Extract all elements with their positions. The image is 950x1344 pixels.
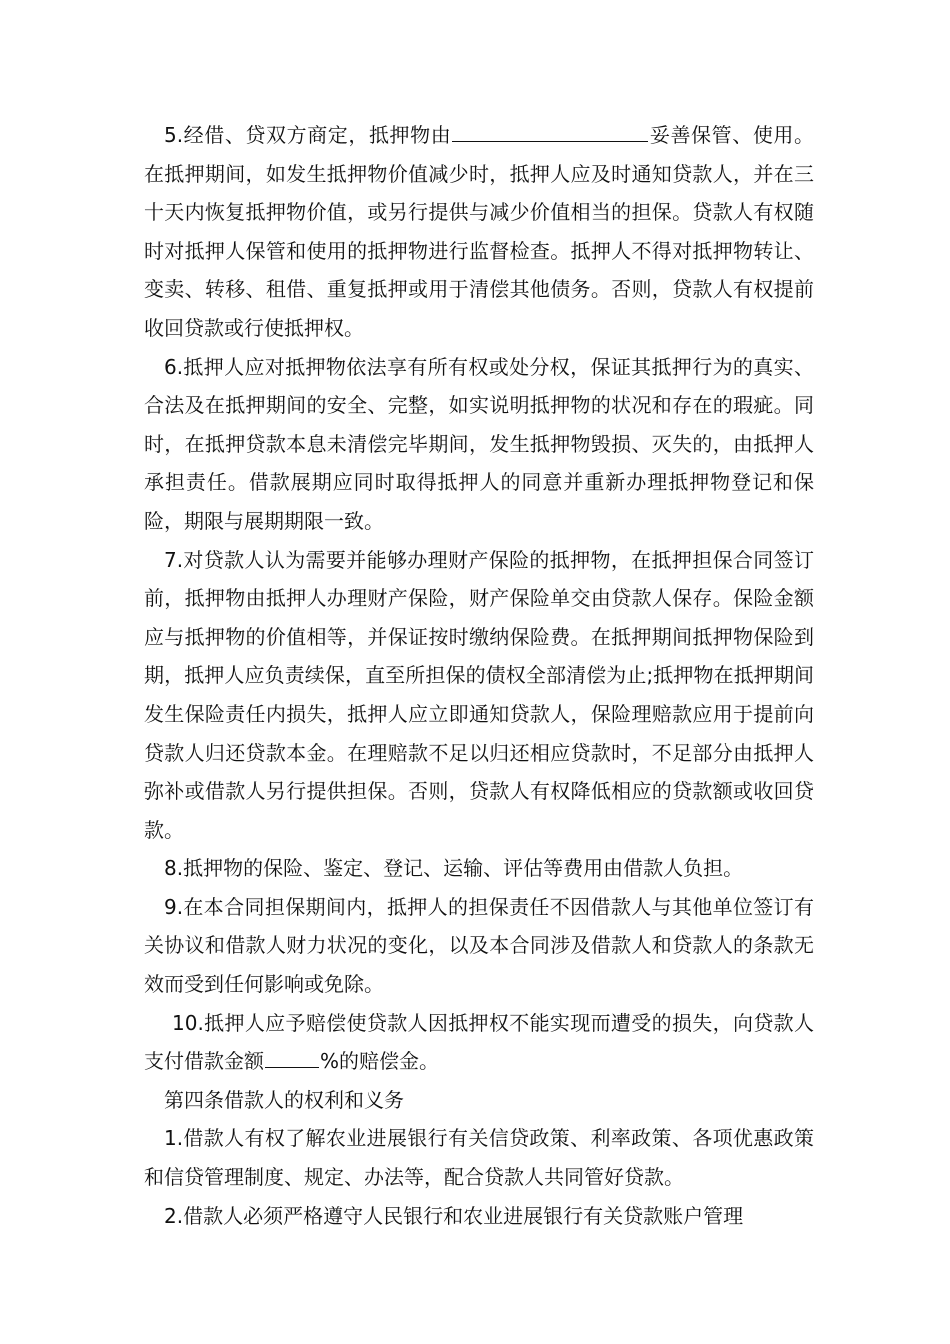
clause-7: 7.对贷款人认为需要并能够办理财产保险的抵押物，在抵押担保合同签订前，抵押物由抵押人办理财产保险，财产保险单交由贷款人保存。保险金额应与抵押物的价值相等，并保证按时缴纳保险费。在抵押期间抵押物保险到期，抵押人应负责续保，直至所担保的债权全部清偿为止;抵押物在抵押期间发生保险责任内损失，抵押人应立即通知贷款人，保险理赔款应用于提前向贷款人归还贷款本金。在理赔款不足以归还相应贷款时，不足部分由抵押人弥补或借款人另行提供担保。否则，贷款人有权降低相应的贷款额或收回贷款。 [144, 547, 814, 842]
article-4-item-1: 1.借款人有权了解农业进展银行有关信贷政策、利率政策、各项优惠政策和信贷管理制度、规定、办法等，配合贷款人共同管好贷款。 [144, 1126, 814, 1190]
clause-5-text-end: 妥善保管、使用。在抵押期间，如发生抵押物价值减少时，抵押人应及时通知贷款人，并在三十天内恢复抵押物价值，或另行提供与减少价值相当的担保。贷款人有权随时对抵押人保管和使用的抵押物进行监督检查。抵押人不得对抵押物转让、变卖、转移、租借、重复抵押或用于清偿其他债务。否则，贷款人有权提前收回贷款或行使抵押权。 [144, 123, 814, 340]
clause-10 [144, 1004, 814, 1081]
clause-10-text-start: 10.抵押人应予赔偿使贷款人因抵押权不能实现而遭受的损失，向贷款人支付借款金额 [144, 1010, 814, 1074]
clause-5-text-start: 5.经借、贷双方商定，抵押物由 [164, 123, 452, 147]
clause-8: 8.抵押物的保险、鉴定、登记、运输、评估等费用由借款人负担。 [164, 856, 744, 881]
clause-10-text-end: %的赔偿金。 [320, 1049, 440, 1074]
clause-6: 6.抵押人应对抵押物依法享有所有权或处分权，保证其抵押行为的真实、合法及在抵押期间的安全、完整，如实说明抵押物的状况和存在的瑕疵。同时，在抵押贷款本息未清偿完毕期间，发生抵押物毁损、灭失的，由抵押人承担责任。借款展期应同时取得抵押人的同意并重新办理抵押物登记和保险，期限与展期期限一致。 [144, 354, 814, 533]
custodian-blank [452, 121, 648, 142]
article-4-heading: 第四条借款人的权利和义务 [164, 1087, 404, 1112]
article-4-item-2: 2.借款人必须严格遵守人民银行和农业进展银行有关贷款账户管理 [164, 1203, 744, 1228]
clause-5 [144, 116, 814, 348]
document-body [144, 116, 814, 1235]
clause-9: 9.在本合同担保期间内，抵押人的担保责任不因借款人与其他单位签订有关协议和借款人财力状况的变化，以及本合同涉及借款人和贷款人的条款无效而受到任何影响或免除。 [144, 894, 814, 997]
percentage-blank [265, 1047, 319, 1068]
